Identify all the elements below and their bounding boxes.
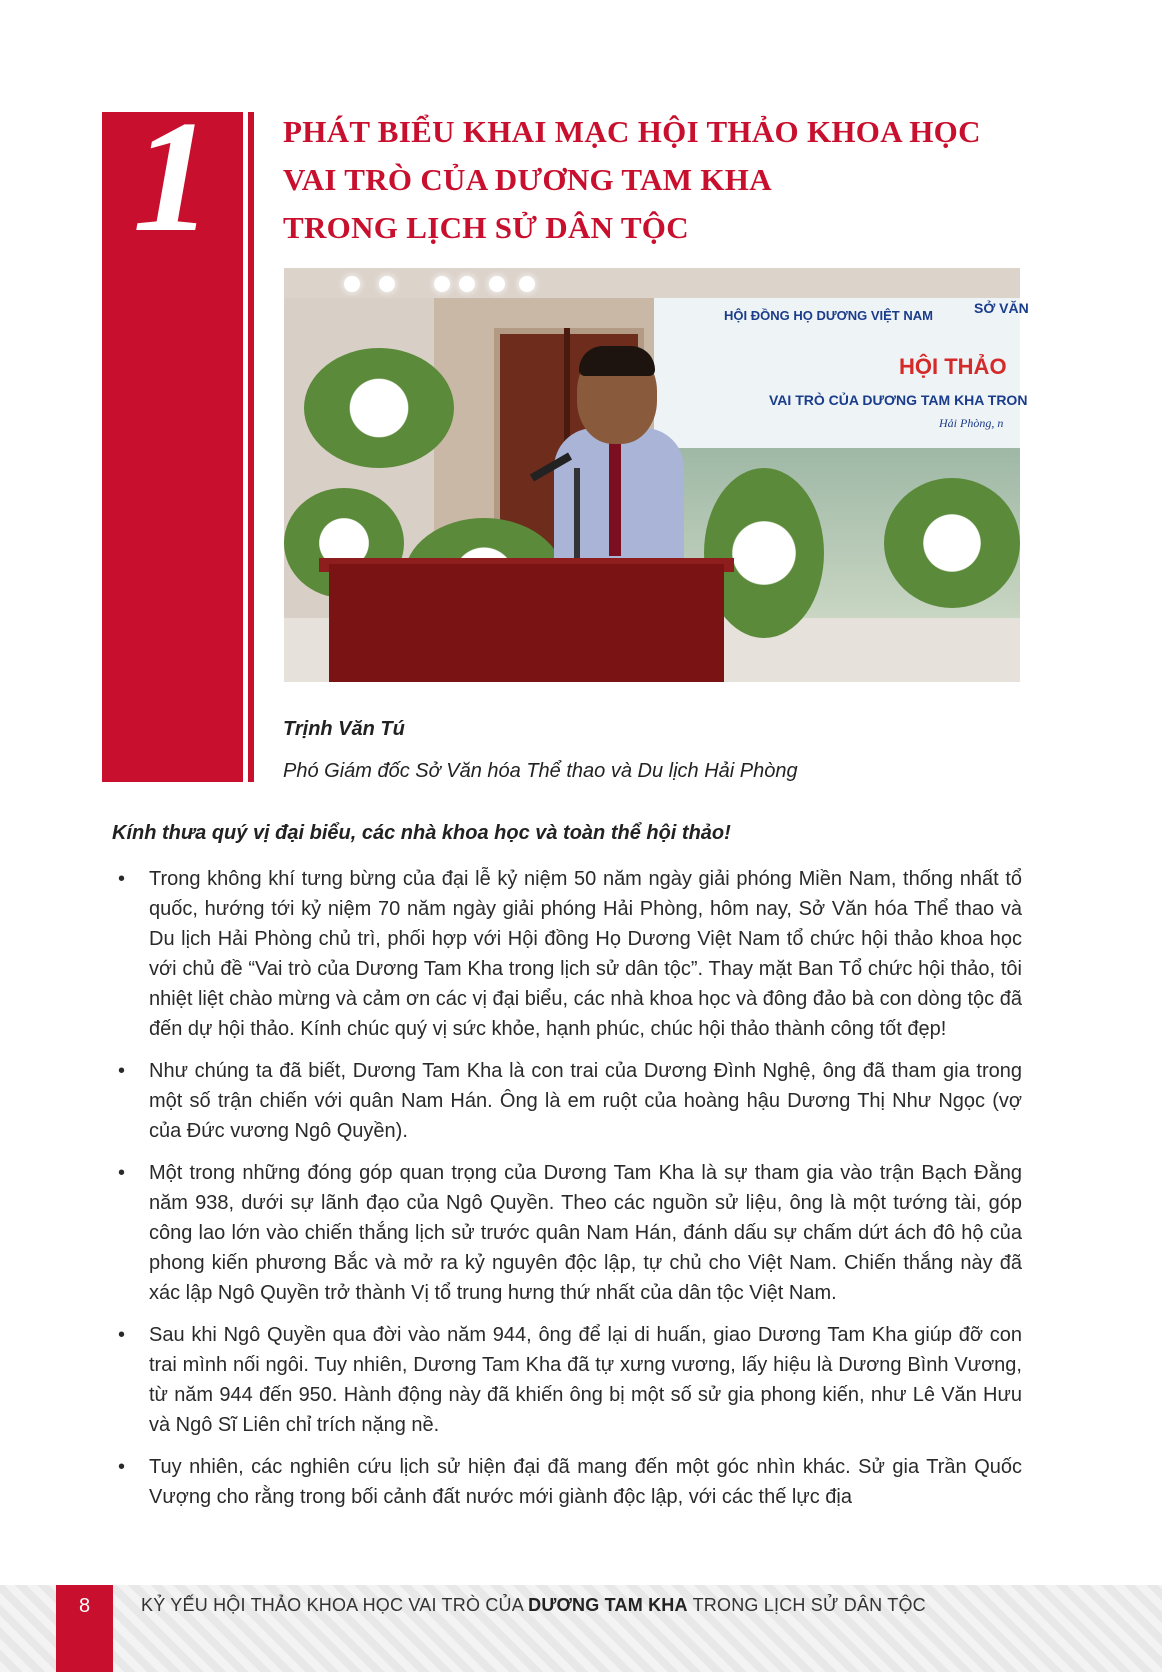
list-item (112, 1056, 1022, 1146)
ceiling-light (489, 276, 505, 292)
footer-text-after: TRONG LỊCH SỬ DÂN TỘC (687, 1595, 926, 1615)
bullet-dot: • (118, 1324, 126, 1346)
page-number: 8 (78, 1595, 91, 1617)
caption-name: Trịnh Văn Tú (283, 718, 405, 740)
ceiling-light (379, 276, 395, 292)
caption-role: Phó Giám đốc Sở Văn hóa Thể thao và Du lịch Hải Phòng (283, 760, 798, 782)
chapter-number: 1 (132, 87, 213, 265)
speaker-photo (284, 268, 1029, 682)
bullet-dot: • (118, 1162, 126, 1184)
banner-org: HỘI ĐỒNG HỌ DƯƠNG VIỆT NAM (724, 308, 933, 323)
banner-org-2: SỞ VĂN (974, 300, 1029, 316)
flower-arrangement (884, 478, 1020, 608)
podium (329, 564, 724, 682)
ceiling-light (519, 276, 535, 292)
list-item (112, 864, 1022, 1044)
banner-place: Hải Phòng, n (939, 416, 1004, 430)
title-line-1: PHÁT BIỂU KHAI MẠC HỘI THẢO KHOA HỌC (283, 114, 981, 149)
paragraph-text: Một trong những đóng góp quan trọng của Dương Tam Kha là sự tham gia vào trận Bạch Đằng năm 938, dưới sự lãnh đạo của Ngô Quyền. Theo các nguồn sử liệu, ông là một tướng tài, góp công lao lớn vào chiến thắng lịch sử trước quân Nam Hán, đánh dấu sự chấm dứt ách đô hộ của phong kiến phương Bắc và mở ra kỷ nguyên độc lập, tự chủ cho Việt Nam. Chiến thắng này đã xác lập Ngô Quyền trở thành Vị tổ trung hưng thứ nhất của dân tộc Việt Nam. (149, 1162, 1022, 1304)
banner-subtitle: VAI TRÒ CỦA DƯƠNG TAM KHA TRON (769, 392, 1028, 408)
paragraph-text: Trong không khí tưng bừng của đại lễ kỷ niệm 50 năm ngày giải phóng Miền Nam, thống nhất tổ quốc, hướng tới kỷ niệm 70 năm ngày giải phóng Hải Phòng, hôm nay, Sở Văn hóa Thể thao và Du lịch Hải Phòng chủ trì, phối hợp với Hội đồng Họ Dương Việt Nam tổ chức hội thảo khoa học với chủ đề “Vai trò của Dương Tam Kha trong lịch sử dân tộc”. Thay mặt Ban Tổ chức hội thảo, tôi nhiệt liệt chào mừng và cảm ơn các vị đại biểu, các nhà khoa học và đông đảo bà con dòng tộc đã đến dự hội thảo. Kính chúc quý vị sức khỏe, hạnh phúc, chúc hội thảo thành công tốt đẹp! (149, 868, 1022, 1040)
bullet-list (112, 864, 1022, 1524)
ceiling-light (344, 276, 360, 292)
list-item (112, 1158, 1022, 1308)
page-title (283, 108, 1043, 252)
bullet-dot: • (118, 868, 126, 890)
list-item (112, 1452, 1022, 1512)
footer-text-before: KỶ YẾU HỘI THẢO KHOA HỌC VAI TRÒ CỦA (141, 1595, 529, 1615)
ceiling-light (459, 276, 475, 292)
paragraph-text: Sau khi Ngô Quyền qua đời vào năm 944, ông để lại di huấn, giao Dương Tam Kha giúp đỡ con trai mình nối ngôi. Tuy nhiên, Dương Tam Kha đã tự xưng vương, lấy hiệu là Dương Bình Vương, từ năm 944 đến 950. Hành động này đã khiến ông bị một số sử gia phong kiến, như Lê Văn Hưu và Ngô Sĩ Liên chỉ trích nặng nề. (149, 1324, 1022, 1436)
greeting: Kính thưa quý vị đại biểu, các nhà khoa học và toàn thể hội thảo! (112, 822, 731, 844)
speaker-tie (609, 436, 621, 556)
footer-text-bold: DƯƠNG TAM KHA (528, 1595, 688, 1615)
paragraph-text: Tuy nhiên, các nghiên cứu lịch sử hiện đại đã mang đến một góc nhìn khác. Sử gia Trần Quốc Vượng cho rằng trong bối cảnh đất nước mới giành độc lập, với các thế lực địa (149, 1456, 1022, 1508)
banner-title: HỘI THẢO (899, 354, 1007, 379)
list-item (112, 1320, 1022, 1440)
flower-arrangement (304, 348, 454, 468)
running-footer (141, 1595, 926, 1616)
ceiling-light (434, 276, 450, 292)
bullet-dot: • (118, 1456, 126, 1478)
speaker-hair (579, 346, 655, 376)
title-line-3: TRONG LỊCH SỬ DÂN TỘC (283, 210, 689, 245)
chapter-red-line (248, 112, 254, 782)
paragraph-text: Như chúng ta đã biết, Dương Tam Kha là con trai của Dương Đình Nghệ, ông đã tham gia trong một số trận chiến với quân Nam Hán. Ông là em ruột của hoàng hậu Dương Thị Như Ngọc (vợ của Đức vương Ngô Quyền). (149, 1060, 1022, 1142)
microphone-stand (574, 468, 580, 563)
title-line-2: VAI TRÒ CỦA DƯƠNG TAM KHA (283, 162, 772, 197)
bullet-dot: • (118, 1060, 126, 1082)
